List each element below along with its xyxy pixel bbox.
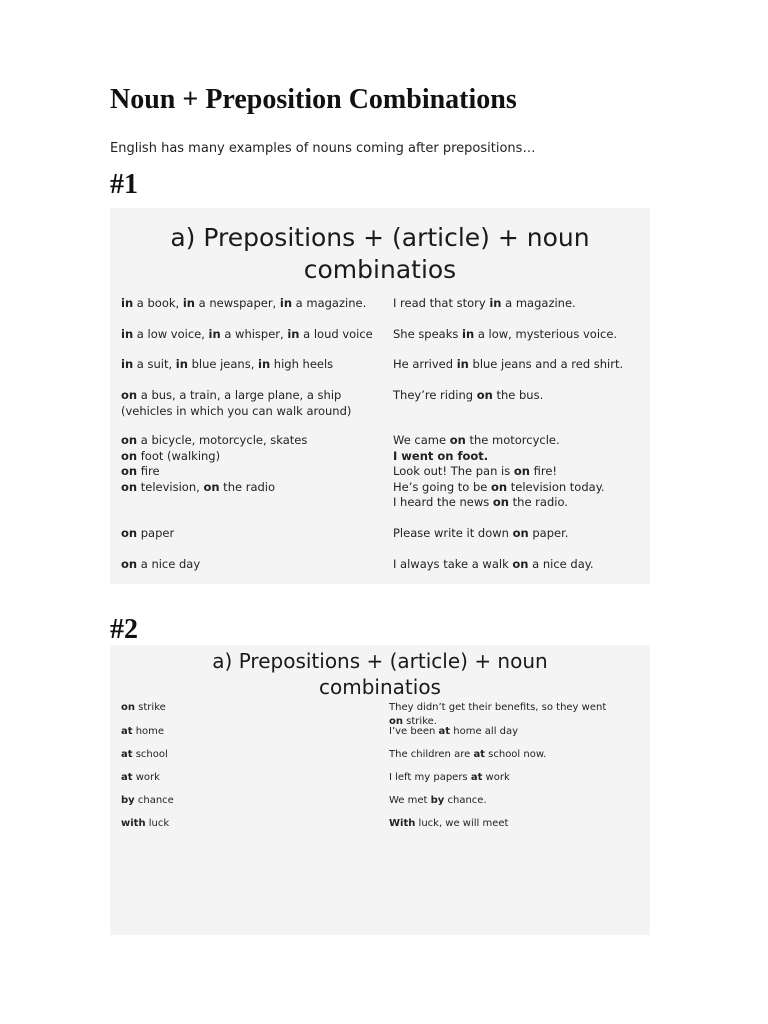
slide-title-line-1: a) Prepositions + (article) + noun [170,223,590,252]
bold-preposition: in [489,296,502,310]
example-sentence-cell [389,771,634,785]
bold-preposition: in [287,327,300,341]
bold-preposition: on [121,448,138,463]
text-segment: the bus. [492,388,544,402]
phrase-cell [121,327,391,343]
phrase-cell [121,725,371,739]
bold-preposition: in [258,357,271,371]
bold-preposition: at [121,772,133,783]
section-heading-2: #2 [110,614,138,645]
example-sentence-cell [393,388,648,404]
text-segment: Please write it down [393,526,513,540]
phrase-cell [121,794,371,808]
text-segment: a nice day. [528,557,594,571]
bold-preposition: on [512,557,529,571]
text-segment: the radio. [508,495,568,510]
bold-preposition: on [513,464,530,479]
bold-preposition: in [462,327,475,341]
bold-preposition: in [208,327,221,341]
bold-preposition: on [121,464,138,479]
bold-preposition: by [121,795,135,806]
text-segment: paper. [528,526,569,540]
text-segment: television today. [507,479,605,494]
section-heading-1: #1 [110,169,138,200]
text-segment: They’re riding [393,388,477,402]
text-segment: a bicycle, motorcycle, skates [137,433,308,447]
phrase-cell [121,433,391,495]
text-segment: a magazine. [292,296,367,310]
slide-image-1 [110,208,650,584]
bold-preposition: in [175,357,188,371]
slide-title-line-2: combinatios [303,255,457,284]
text-segment: blue jeans and a red shirt. [468,357,624,371]
bold-preposition: on [121,557,138,571]
text-segment: I’ve been [389,726,439,737]
text-segment: school now. [484,749,547,760]
phrase-cell [121,701,371,715]
phrase-cell [121,526,391,542]
slide-image-2 [110,645,650,935]
text-segment: work [482,772,510,783]
bold-preposition: at [121,726,133,737]
bold-preposition: on [121,526,138,540]
text-segment: foot (walking) [137,448,221,463]
text-segment: a bus, a train, a large plane, a ship [137,388,342,402]
slide-title [110,222,650,286]
bold-preposition: on [121,433,138,447]
intro-text: English has many examples of nouns coming after prepositions… [110,141,536,156]
text-segment: The children are [389,749,474,760]
slide-title [110,648,650,700]
text-segment: fire! [529,464,558,479]
slide-title-line-1: a) Prepositions + (article) + noun [212,649,548,673]
example-sentence-cell [389,701,634,728]
bold-preposition: with [121,818,146,829]
text-segment: chance. [444,795,487,806]
example-sentence-cell [393,557,648,573]
text-segment: strike [135,702,166,713]
bold-preposition: at [470,772,483,783]
bold-preposition: on [389,715,403,727]
text-segment: blue jeans, [187,357,259,371]
bold-preposition: at [473,749,485,760]
bold-preposition: on [121,702,135,713]
text-segment: a suit, [133,357,176,371]
example-sentence-cell [393,296,648,312]
bold-preposition: I went on foot. [393,448,489,463]
bold-preposition: in [456,357,469,371]
text-segment: He’s going to be [393,479,492,494]
bold-preposition: in [121,296,134,310]
example-sentence-cell [393,433,648,511]
text-segment: home [132,726,165,737]
slide-title-line-2: combinatios [319,675,441,699]
example-sentence-cell [393,357,648,373]
bold-preposition: in [182,296,195,310]
text-segment: home all day [450,726,519,737]
bold-preposition: at [121,749,133,760]
bold-preposition: in [121,327,134,341]
text-segment: (vehicles in which you can walk around) [121,403,352,418]
page-title: Noun + Preposition Combinations [110,84,517,115]
text-segment: They didn’t get their benefits, so they went [389,702,607,713]
bold-preposition: on [512,526,529,540]
text-segment: I read that story [393,296,490,310]
phrase-cell [121,388,391,419]
text-segment: paper [137,526,175,540]
text-segment: high heels [270,357,334,371]
text-segment: I always take a walk [393,557,513,571]
text-segment: strike. [403,715,437,727]
bold-preposition: in [121,357,134,371]
phrase-cell [121,357,391,373]
text-segment: the motorcycle. [465,433,560,447]
bold-preposition: on [121,388,138,402]
text-segment: Look out! The pan is [393,464,514,479]
phrase-cell [121,817,371,831]
text-segment: a book, [133,296,183,310]
example-sentence-cell [393,526,648,542]
text-segment: luck, we will meet [415,818,509,829]
text-segment: chance [134,795,174,806]
example-sentence-cell [389,725,634,739]
bold-preposition: in [279,296,293,310]
example-sentence-cell [389,748,634,762]
phrase-cell [121,748,371,762]
text-segment: television, [137,479,204,494]
text-segment: a magazine. [501,296,576,310]
text-segment: She speaks [393,327,463,341]
text-segment: We came [393,433,450,447]
text-segment: the radio [219,479,276,494]
text-segment: a low, mysterious voice. [474,327,618,341]
text-segment: a low voice, [133,327,209,341]
text-segment: luck [145,818,170,829]
text-segment: a nice day [137,557,201,571]
text-segment: a newspaper, [194,296,280,310]
example-sentence-cell [389,794,634,808]
bold-preposition: on [492,495,509,510]
text-segment: I heard the news [393,495,493,510]
bold-preposition: on [491,479,508,494]
bold-preposition: With [389,818,416,829]
bold-preposition: at [438,726,451,737]
text-segment: school [132,749,168,760]
bold-preposition: on [121,479,138,494]
text-segment: He arrived [393,357,457,371]
bold-preposition: on [203,479,220,494]
bold-preposition: on [449,433,466,447]
text-segment: I left my papers [389,772,471,783]
phrase-cell [121,296,391,312]
text-segment: a whisper, [220,327,288,341]
example-sentence-cell [393,327,648,343]
text-segment: work [132,772,160,783]
phrase-cell [121,557,391,573]
text-segment: a loud voice [299,327,373,341]
text-segment: We met [389,795,431,806]
phrase-cell [121,771,371,785]
example-sentence-cell [389,817,634,831]
text-segment: fire [137,464,160,479]
bold-preposition: by [430,795,445,806]
bold-preposition: on [476,388,493,402]
